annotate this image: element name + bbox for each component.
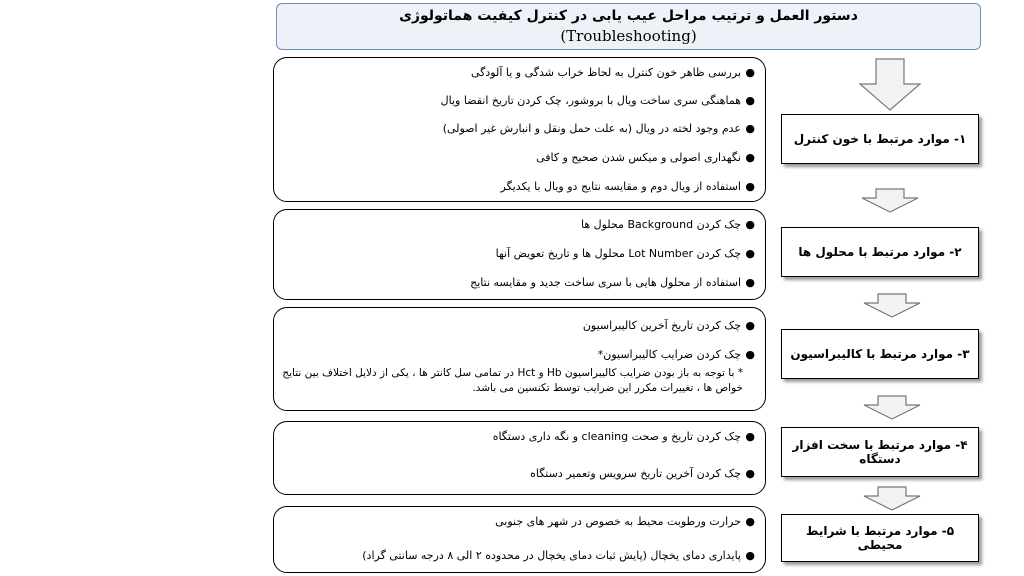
list-item: ●هماهنگی سری ساخت ویال با بروشور، چک کردن تاریخ انقضا ویال bbox=[440, 94, 755, 107]
list-item: ●نگهداری اصولی و میکس شدن صحیح و کافی bbox=[536, 151, 755, 164]
section-4-panel bbox=[273, 421, 766, 495]
down-arrow-5 bbox=[862, 486, 922, 512]
list-item: ●پایداری دمای یخچال (پایش ثبات دمای یخچال در محدوده ۲ الی ۸ درجه سانتی گراد) bbox=[362, 549, 755, 562]
section-1-label: ۱- موارد مرتبط با خون کنترل bbox=[781, 114, 979, 164]
section-2-label: ۲- موارد مرتبط با محلول ها bbox=[781, 227, 979, 277]
list-item: ●بررسی ظاهر خون کنترل به لحاظ خراب شدگی و یا آلودگی bbox=[471, 66, 755, 79]
diagram-title-box bbox=[276, 3, 981, 50]
list-item: ●چک کردن تاریخ آخرین کالیبراسیون bbox=[582, 319, 755, 332]
list-item: ●عدم وجود لخته در ویال (به علت حمل ونقل و انبارش غیر اصولی) bbox=[442, 122, 755, 135]
section-4-label: ۴- موارد مرتبط با سخت افزار دستگاه bbox=[781, 427, 979, 477]
list-item: ●چک کردن ضرایب کالیبراسیون* bbox=[597, 348, 755, 361]
calibration-note: * با توجه به باز بودن ضرایب کالیبراسیون Hb و Hct در تمامی سل کانتر ها ، یکی از دلایل اختلاف بین نتایج خواص ها ، تغییرات مکرر این ضرایب توسط تکنسین می باشد. bbox=[282, 367, 743, 394]
diagram-title: دستور العمل و ترتیب مراحل عیب یابی در کنترل کیفیت هماتولوژی bbox=[399, 8, 858, 24]
list-item: ●چک کردن Lot Number محلول ها و تاریخ تعویض آنها bbox=[495, 247, 755, 260]
section-3-label: ۳- موارد مرتبط با کالیبراسیون bbox=[781, 329, 979, 379]
down-arrow-1 bbox=[858, 58, 922, 112]
section-3-panel bbox=[273, 307, 766, 411]
list-item: ●چک کردن آخرین تاریخ سرویس وتعمیر دستگاه bbox=[530, 467, 755, 480]
down-arrow-4 bbox=[862, 395, 922, 421]
list-item: ●استفاده از ویال دوم و مقایسه نتایج دو ویال با یکدیگر bbox=[500, 180, 755, 193]
list-item: ●چک کردن تاریخ و صحت cleaning و نگه داری دستگاه bbox=[492, 430, 755, 443]
list-item: ●استفاده از محلول هایی با سری ساخت جدید و مقایسه نتایج bbox=[470, 276, 755, 289]
section-2-panel bbox=[273, 209, 766, 300]
list-item: ●حرارت ورطوبت محیط به خصوص در شهر های جنوبی bbox=[495, 515, 755, 528]
diagram-subtitle: (Troubleshooting) bbox=[560, 27, 697, 45]
down-arrow-2 bbox=[860, 188, 920, 214]
section-5-panel bbox=[273, 506, 766, 573]
down-arrow-3 bbox=[862, 293, 922, 319]
list-item: ●چک کردن Background محلول ها bbox=[580, 218, 755, 231]
section-5-label: ۵- موارد مرتبط با شرایط محیطی bbox=[781, 514, 979, 562]
section-1-panel bbox=[273, 57, 766, 202]
